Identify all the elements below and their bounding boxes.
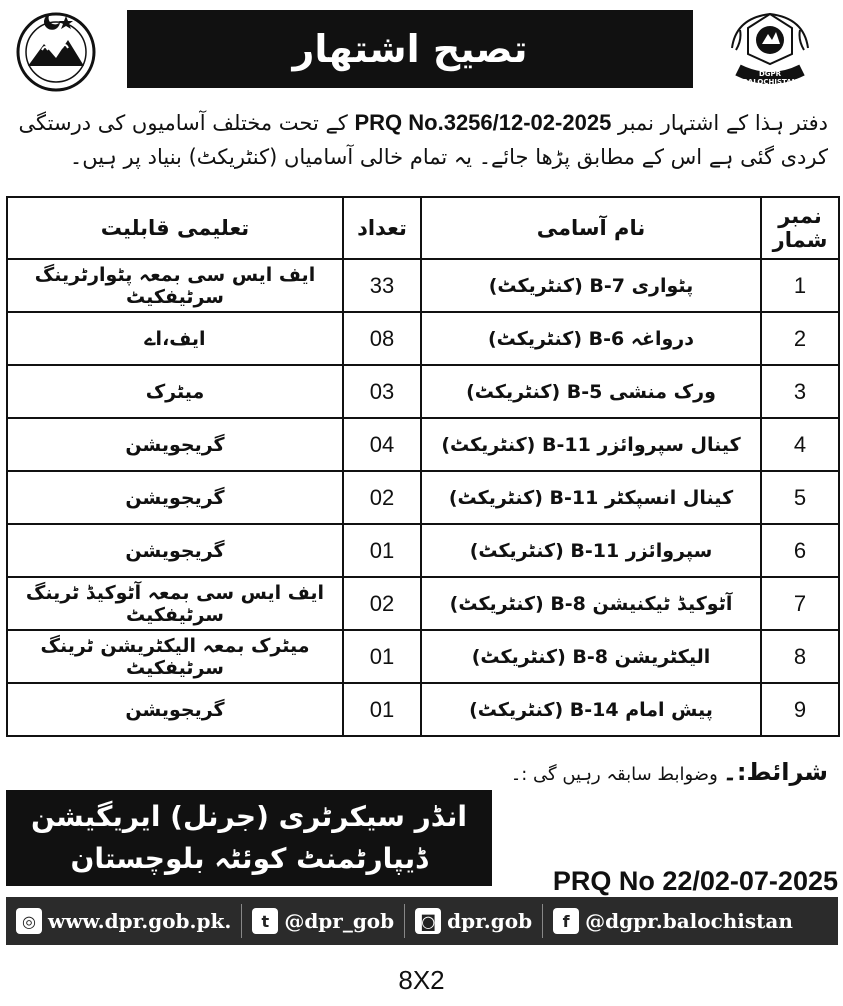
conditions xyxy=(440,758,828,786)
divider xyxy=(241,904,242,938)
issuing-authority xyxy=(6,790,492,886)
cell-post: پٹواری B-7 (کنٹریکٹ) xyxy=(421,259,761,312)
cell-qualification: گریجویشن xyxy=(7,471,343,524)
table-row xyxy=(7,524,839,577)
dgpr-balochistan-emblem-icon xyxy=(722,8,818,92)
facebook-handle: @dgpr.balochistan xyxy=(585,909,793,933)
cell-qualification: گریجویشن xyxy=(7,418,343,471)
twitter-icon: t xyxy=(252,908,278,934)
cell-count: 01 xyxy=(343,630,421,683)
table-row xyxy=(7,683,839,736)
instagram-link[interactable] xyxy=(415,908,532,934)
intro-text-start: دفتر ہذا کے اشتہار نمبر xyxy=(618,111,828,135)
header-post: نام آسامی xyxy=(421,197,761,259)
cell-post: سپروائزر B-11 (کنٹریکٹ) xyxy=(421,524,761,577)
cell-count: 01 xyxy=(343,683,421,736)
authority-line-2: ڈیپارٹمنٹ کوئٹہ بلوچستان xyxy=(70,842,428,875)
twitter-link[interactable] xyxy=(252,908,394,934)
cell-qualification: ایف ایس سی بمعہ پٹوارٹرینگ سرٹیفکیٹ xyxy=(7,259,343,312)
cell-post: پیش امام B-14 (کنٹریکٹ) xyxy=(421,683,761,736)
vacancy-table xyxy=(6,196,840,737)
cell-serial: 3 xyxy=(761,365,839,418)
ad-size-label: 8X2 xyxy=(398,965,445,995)
cell-count: 08 xyxy=(343,312,421,365)
intro-paragraph xyxy=(10,106,828,174)
title-banner xyxy=(127,10,693,88)
instagram-handle: dpr.gob xyxy=(447,909,533,933)
cell-post: الیکٹریشن B-8 (کنٹریکٹ) xyxy=(421,630,761,683)
cell-qualification: گریجویشن xyxy=(7,683,343,736)
cell-serial: 4 xyxy=(761,418,839,471)
twitter-handle: @dpr_gob xyxy=(284,909,395,933)
cell-post: کینال انسپکٹر B-11 (کنٹریکٹ) xyxy=(421,471,761,524)
cell-qualification: گریجویشن xyxy=(7,524,343,577)
cell-count: 02 xyxy=(343,577,421,630)
table-row xyxy=(7,471,839,524)
cell-qualification: میٹرک xyxy=(7,365,343,418)
table-row xyxy=(7,630,839,683)
cell-count: 33 xyxy=(343,259,421,312)
table-row xyxy=(7,312,839,365)
table-row xyxy=(7,259,839,312)
conditions-text: وضوابط سابقہ رہیں گی :۔ xyxy=(510,764,718,785)
cell-serial: 8 xyxy=(761,630,839,683)
cell-serial: 2 xyxy=(761,312,839,365)
instagram-icon: ◙ xyxy=(415,908,441,934)
divider xyxy=(542,904,543,938)
emblem-caption: DGPR BALOCHISTAN xyxy=(742,70,798,86)
cell-count: 01 xyxy=(343,524,421,577)
cell-serial: 7 xyxy=(761,577,839,630)
table-row xyxy=(7,365,839,418)
cell-qualification: ایف ایس سی بمعہ آٹوکیڈ ٹرینگ سرٹیفکیٹ xyxy=(7,577,343,630)
intro-text-end: کے تحت مختلف آسامیوں کی درستگی کردی گئی ہے اس کے مطابق پڑھا جائے۔ یہ تمام خالی آسامیاں (کنٹریکٹ) بنیاد پر ہیں۔ xyxy=(18,111,828,169)
facebook-icon: f xyxy=(553,908,579,934)
cell-post: ورک منشی B-5 (کنٹریکٹ) xyxy=(421,365,761,418)
cell-count: 03 xyxy=(343,365,421,418)
globe-icon: ◎ xyxy=(16,908,42,934)
cell-post: درواغہ B-6 (کنٹریکٹ) xyxy=(421,312,761,365)
website-text: www.dpr.gob.pk. xyxy=(48,909,232,933)
header-serial: نمبر شمار xyxy=(761,197,839,259)
balochistan-emblem-icon xyxy=(14,8,98,92)
cell-post: آٹوکیڈ ٹیکنیشن B-8 (کنٹریکٹ) xyxy=(421,577,761,630)
divider xyxy=(404,904,405,938)
cell-post: کینال سپروائزر B-11 (کنٹریکٹ) xyxy=(421,418,761,471)
header-qualification: تعلیمی قابلیت xyxy=(7,197,343,259)
footer-bar xyxy=(6,897,838,945)
prq-reference: PRQ No.3256/12-02-2025 xyxy=(354,110,612,135)
cell-serial: 5 xyxy=(761,471,839,524)
facebook-link[interactable] xyxy=(553,908,793,934)
cell-qualification: ایف،اے xyxy=(7,312,343,365)
table-header-row xyxy=(7,197,839,259)
authority-line-1: انڈر سیکرٹری (جرنل) ایریگیشن xyxy=(30,800,468,833)
cell-count: 04 xyxy=(343,418,421,471)
cell-qualification: میٹرک بمعہ الیکٹریشن ٹرینگ سرٹیفکیٹ xyxy=(7,630,343,683)
table-row xyxy=(7,577,839,630)
conditions-label: شرائط:۔ xyxy=(722,758,828,786)
cell-serial: 9 xyxy=(761,683,839,736)
page-title: تصیح اشتھار xyxy=(292,27,528,71)
website-link[interactable] xyxy=(16,908,231,934)
cell-count: 02 xyxy=(343,471,421,524)
table-row xyxy=(7,418,839,471)
prq-number: PRQ No 22/02-07-2025 xyxy=(552,866,838,896)
cell-serial: 1 xyxy=(761,259,839,312)
header-count: تعداد xyxy=(343,197,421,259)
cell-serial: 6 xyxy=(761,524,839,577)
